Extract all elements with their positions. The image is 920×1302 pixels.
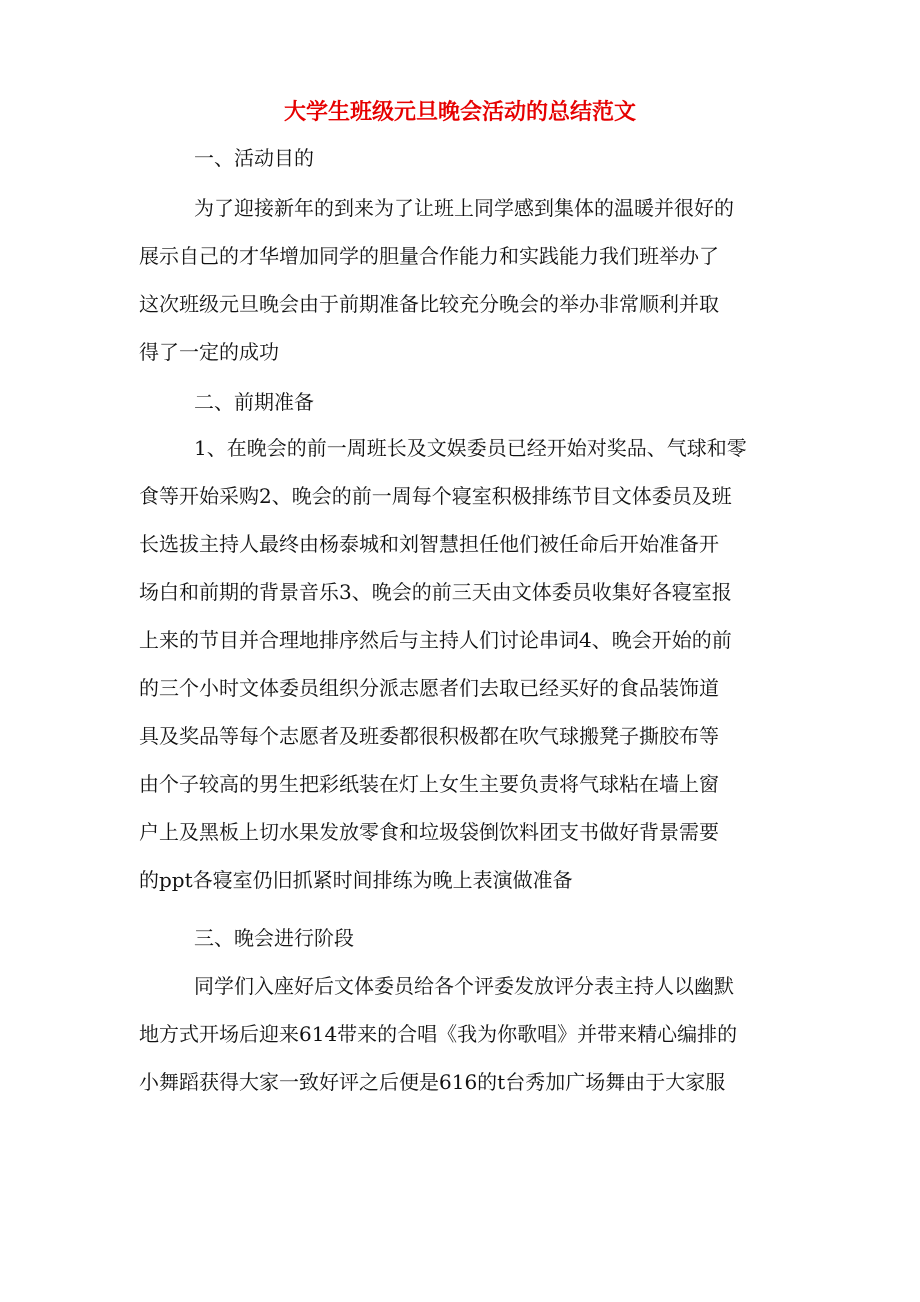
section-body-purpose [139,184,799,376]
paragraph-line: 长选拔主持人最终由杨泰城和刘智慧担任他们被任命后开始准备开 [139,532,719,556]
section-body-evening [139,962,799,1106]
paragraph-line: 具及奖品等每个志愿者及班委都很积极都在吹气球搬凳子撕胶布等 [139,724,719,748]
paragraph-line: 小舞蹈获得大家一致好评之后便是616的t台秀加广场舞由于大家服 [139,1070,726,1094]
section-body-preparation [139,424,799,904]
section-heading-purpose: 一、活动目的 [194,146,314,170]
paragraph-line: 场白和前期的背景音乐3、晚会的前三天由文体委员收集好各寝室报 [139,580,732,604]
paragraph-line: 地方式开场后迎来614带来的合唱《我为你歌唱》并带来精心编排的 [139,1022,738,1046]
paragraph-line: 1、在晚会的前一周班长及文娱委员已经开始对奖品、气球和零 [194,436,747,460]
paragraph-line: 户上及黑板上切水果发放零食和垃圾袋倒饮料团支书做好背景需要 [139,820,719,844]
section-heading-preparation: 二、前期准备 [194,390,314,414]
paragraph-line: 上来的节目并合理地排序然后与主持人们讨论串词4、晚会开始的前 [139,628,732,652]
paragraph-line: 同学们入座好后文体委员给各个评委发放评分表主持人以幽默 [194,974,734,998]
paragraph-line: 展示自己的才华增加同学的胆量合作能力和实践能力我们班举办了 [139,244,719,268]
section-heading-evening: 三、晚会进行阶段 [194,926,354,950]
paragraph-line: 食等开始采购2、晚会的前一周每个寝室积极排练节目文体委员及班 [139,484,732,508]
paragraph-line: 的ppt各寝室仍旧抓紧时间排练为晚上表演做准备 [139,868,573,892]
paragraph-line: 这次班级元旦晚会由于前期准备比较充分晚会的举办非常顺利并取 [139,292,719,316]
paragraph-line: 的三个小时文体委员组织分派志愿者们去取已经买好的食品装饰道 [139,676,719,700]
document-title: 大学生班级元旦晚会活动的总结范文 [283,99,636,125]
paragraph-line: 得了一定的成功 [139,340,279,364]
paragraph-line: 为了迎接新年的到来为了让班上同学感到集体的温暖并很好的 [194,196,734,220]
paragraph-line: 由个子较高的男生把彩纸装在灯上女生主要负责将气球粘在墙上窗 [139,772,719,796]
